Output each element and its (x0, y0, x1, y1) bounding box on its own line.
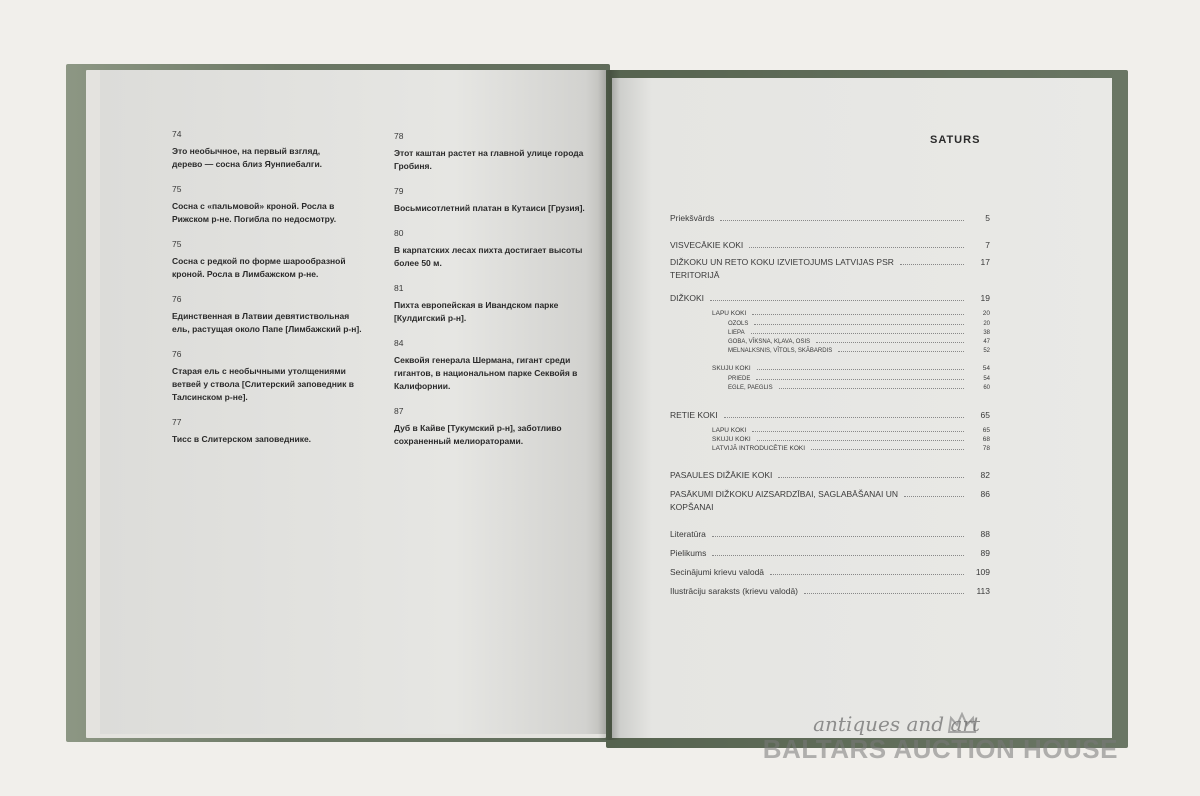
toc-entry (670, 239, 990, 252)
toc-entry (670, 426, 990, 435)
toc-entry (670, 212, 990, 225)
toc-leader-dots (757, 440, 964, 441)
toc-leader-dots (752, 431, 964, 432)
figure-number: 76 (172, 294, 182, 304)
toc-entry-label: Priekšvārds (670, 213, 715, 223)
watermark-name: BALTARS AUCTION HOUSE (762, 734, 1118, 764)
toc-entry (670, 469, 990, 482)
toc-page-number: 65 (982, 427, 990, 434)
toc-entry (670, 547, 990, 560)
toc-entry (670, 320, 990, 329)
toc-entry-label: Ilustrāciju saraksts (krievu valodā) (670, 586, 799, 596)
toc-leader-dots (900, 264, 964, 265)
toc-page-number: 82 (980, 470, 990, 480)
toc-leader-dots (757, 369, 964, 370)
toc-entry-label: SKUJU KOKI (712, 365, 751, 372)
toc-page-number: 89 (980, 548, 990, 558)
toc-page-number: 78 (982, 445, 990, 452)
figure-number: 80 (394, 228, 404, 238)
toc-entry-label: LIEPA (728, 330, 745, 336)
toc-entry (670, 329, 990, 338)
toc-leader-dots (710, 300, 964, 301)
figure-caption: Тисс в Слитерском заповеднике. (172, 434, 312, 444)
toc-entry-label: SKUJU KOKI (712, 436, 751, 443)
toc-entry (670, 364, 990, 373)
toc-entry (670, 444, 990, 453)
toc-page-number: 52 (983, 348, 990, 354)
figure-caption: Пихта европейская в Ивандском парке [Кулдигский р-н]. (394, 300, 559, 323)
figure-number: 74 (172, 129, 182, 139)
toc-entry (670, 384, 990, 393)
toc-entry-label: LAPU KOKI (712, 310, 747, 317)
toc-page-number: 88 (980, 529, 990, 539)
figure-caption: В карпатских лесах пихта достигает высоты более 50 м. (394, 245, 583, 268)
toc-leader-dots (811, 449, 964, 450)
figure-number: 76 (172, 349, 182, 359)
toc-entry (670, 309, 990, 318)
toc-leader-dots (712, 536, 964, 537)
toc-page-number: 19 (980, 293, 990, 303)
figure-caption: Это необычное, на первый взгляд, дерево — сосна близ Яунпиебалги. (172, 146, 323, 169)
toc-leader-dots (752, 314, 964, 315)
toc-entry-label: VISVECĀKIE KOKI (670, 240, 744, 250)
toc-page-number: 17 (980, 257, 990, 267)
toc-entry (670, 338, 990, 347)
toc-entry (670, 528, 990, 541)
toc-leader-dots (724, 417, 964, 418)
figure-number: 79 (394, 186, 404, 196)
toc-page-number: 5 (985, 213, 990, 223)
toc-entry (670, 585, 990, 598)
figure-caption: Единственная в Латвии девятиствольная ель, растущая около Папе [Лимбажский р-н]. (172, 311, 362, 334)
toc-entry (670, 488, 990, 514)
toc-entry-label: Literatūra (670, 529, 706, 539)
toc-entry (670, 409, 990, 422)
toc-leader-dots (751, 333, 964, 334)
toc-entry (670, 375, 990, 384)
figure-caption: Этот каштан растет на главной улице города Гробиня. (394, 148, 584, 171)
book-gutter (598, 70, 620, 740)
toc-page-number: 38 (983, 330, 990, 336)
figure-number: 78 (394, 131, 404, 141)
toc-leader-dots (770, 574, 964, 575)
toc-entry-label: EGLE, PAEGLIS (728, 385, 773, 391)
toc-page-number: 7 (985, 240, 990, 250)
toc-leader-dots (749, 247, 964, 248)
toc-entry-label: PASAULES DIŽĀKIE KOKI (670, 470, 773, 480)
watermark (720, 712, 1120, 776)
toc-entry-label: PRIEDE (728, 376, 751, 382)
toc-entry-label: DIŽKOKU UN RETO KOKU IZVIETOJUMS LATVIJAS PSR TERITORIJĀ (670, 257, 894, 280)
toc-leader-dots (720, 220, 964, 221)
toc-page-number: 20 (983, 321, 990, 327)
figure-caption: Секвойя генерала Шермана, гигант среди гигантов, в национальном парке Секвойя в Калифорнии. (394, 355, 578, 391)
toc-entry-label: DIŽKOKI (670, 293, 705, 303)
toc-entry (670, 435, 990, 444)
figure-caption: Старая ель с необычными утолщениями ветвей у ствола [Слитерский заповедник в Талсинском р-не]. (172, 366, 354, 402)
figure-number: 75 (172, 184, 182, 194)
table-of-contents (670, 212, 990, 598)
figure-caption: Дуб в Кайве [Тукумский р-н], заботливо сохраненный мелиораторами. (394, 423, 562, 446)
toc-entry-label: MELNALKSNIS, VĪTOLS, SKĀBARDIS (728, 348, 833, 354)
figure-number: 81 (394, 283, 404, 293)
toc-leader-dots (838, 351, 964, 352)
watermark-script: antiques and art (813, 712, 980, 736)
toc-leader-dots (754, 324, 964, 325)
toc-page-number: 60 (983, 385, 990, 391)
toc-entry-label: RETIE KOKI (670, 410, 718, 420)
toc-leader-dots (778, 477, 964, 478)
toc-entry-label: Secinājumi krievu valodā (670, 567, 765, 577)
toc-entry-label: LATVIJĀ INTRODUCĒTIE KOKI (712, 445, 806, 452)
figure-number: 87 (394, 406, 404, 416)
toc-entry-label: GOBA, VĪKSNA, KĻAVA, OSIS (728, 339, 811, 345)
toc-title: SATURS (930, 134, 981, 146)
toc-leader-dots (779, 388, 964, 389)
toc-page-number: 47 (983, 339, 990, 345)
toc-entry-label: PASĀKUMI DIŽKOKU AIZSARDZĪBAI, SAGLABĀŠANAI UN KOPŠANAI (670, 489, 898, 512)
toc-entry (670, 566, 990, 579)
toc-leader-dots (712, 555, 964, 556)
toc-page-number: 20 (982, 310, 990, 317)
toc-entry (670, 292, 990, 305)
toc-leader-dots (904, 496, 964, 497)
toc-leader-dots (756, 379, 964, 380)
toc-page-number: 113 (976, 586, 990, 596)
figure-number: 84 (394, 338, 404, 348)
caption-column-2 (394, 130, 588, 460)
toc-page-number: 65 (980, 410, 990, 420)
figure-caption: Восьмисотлетний платан в Кутаиси [Грузия]. (394, 203, 585, 213)
toc-page-number: 86 (980, 489, 990, 499)
toc-entry-label: LAPU KOKI (712, 427, 747, 434)
toc-page-number: 68 (982, 436, 990, 443)
figure-number: 77 (172, 417, 182, 427)
figure-caption: Сосна с редкой по форме шарообразной кроной. Росла в Лимбажском р-не. (172, 256, 346, 279)
toc-leader-dots (816, 342, 964, 343)
figure-number: 75 (172, 239, 182, 249)
toc-page-number: 54 (982, 365, 990, 372)
toc-entry-label: OZOLS (728, 321, 749, 327)
toc-entry (670, 256, 990, 282)
toc-page-number: 109 (975, 567, 990, 577)
toc-leader-dots (804, 593, 964, 594)
toc-entry (670, 347, 990, 356)
figure-caption: Сосна с «пальмовой» кроной. Росла в Рижском р-не. Погибла по недосмотру. (172, 201, 337, 224)
toc-entry-label: Pielikums (670, 548, 707, 558)
caption-column-1 (172, 128, 368, 458)
toc-page-number: 54 (983, 376, 990, 382)
